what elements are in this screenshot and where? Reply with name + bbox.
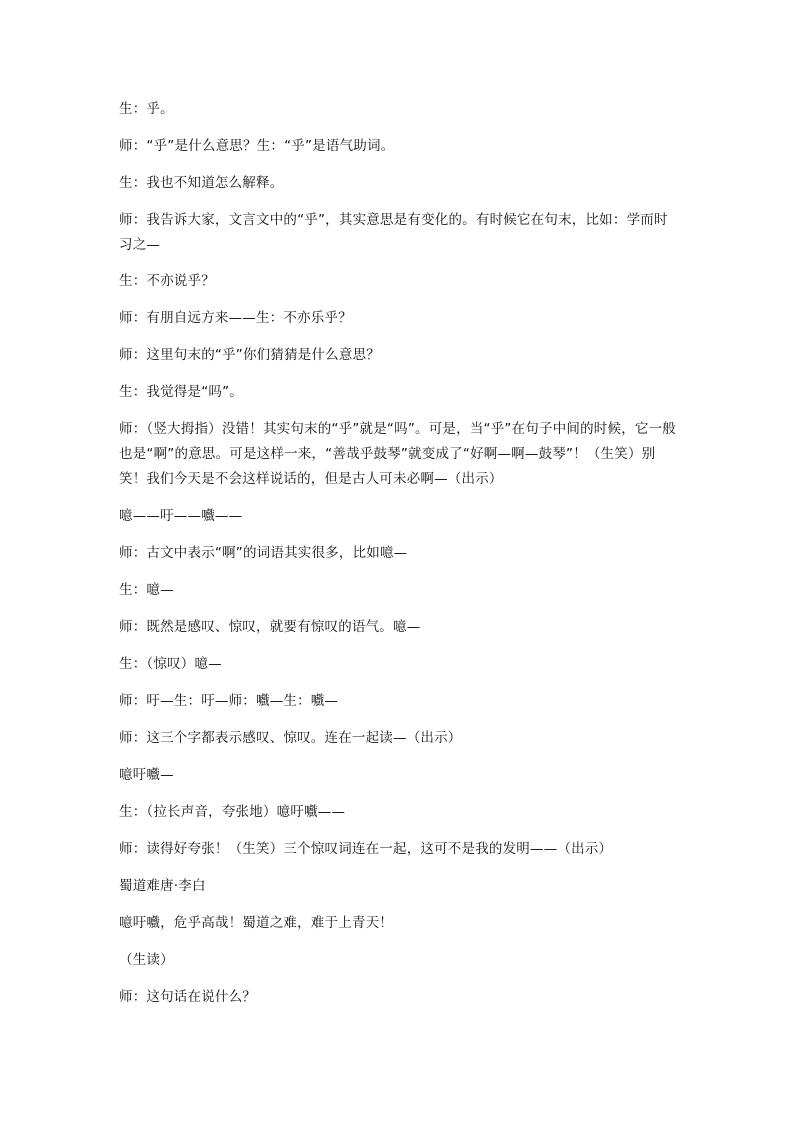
paragraph: 师：读得好夸张！（生笑）三个惊叹词连在一起，这可不是我的发明——（出示）: [119, 841, 613, 857]
paragraph: 生：乎。: [119, 101, 174, 117]
paragraph: 师：这三个字都表示感叹、惊叹。连在一起读—（出示）: [119, 730, 462, 746]
paragraph: 师：吁—生：吁—师：嚱—生：嚱—: [119, 693, 339, 709]
paragraph: 师：我告诉大家，文言文中的“乎”，其实意思是有变化的。有时候它在句末，比如：学而时习之—: [119, 212, 668, 253]
paragraph: 生：不亦说乎？: [119, 273, 215, 289]
paragraph: 生：（拉长声音，夸张地）噫吁嚱——: [119, 804, 346, 820]
paragraph: 师：有朋自远方来——生：不亦乐乎？: [119, 310, 352, 326]
paragraph: 生：（惊叹）噫—: [119, 656, 222, 672]
paragraph: 蜀道难唐·李白: [119, 878, 206, 894]
paragraph: 师：这句话在说什么？: [119, 989, 256, 1005]
paragraph: 师：这里句末的“乎”你们猜猜是什么意思？: [119, 347, 380, 363]
paragraph: 生：我也不知道怎么解释。: [119, 175, 284, 191]
paragraph: 噫——吁——嚱——: [119, 508, 243, 524]
paragraph: 噫吁嚱，危乎高哉！蜀道之难，难于上青天！: [119, 915, 393, 931]
paragraph: 师：（竖大拇指）没错！其实句末的“乎”就是“吗”。可是，当“乎”在句子中间的时候，它一般也是“啊”的意思。可是这样一来，“善哉乎鼓琴”就变成了“好啊—啊—鼓琴”！（生笑）别笑！我们今天是不会这样说话的，但是古人可未必啊—（出示）: [119, 421, 677, 487]
paragraph: 师：既然是感叹、惊叹，就要有惊叹的语气。噫—: [119, 619, 421, 635]
paragraph: 生：噫—: [119, 582, 174, 598]
paragraph: 师：古文中表示“啊”的词语其实很多，比如噫—: [119, 545, 408, 561]
paragraph: 师：“乎”是什么意思？生：“乎”是语气助词。: [119, 138, 395, 154]
paragraph: 噫吁嚱—: [119, 767, 174, 783]
paragraph: 生：我觉得是“吗”。: [119, 384, 243, 400]
paragraph: （生读）: [119, 952, 174, 968]
